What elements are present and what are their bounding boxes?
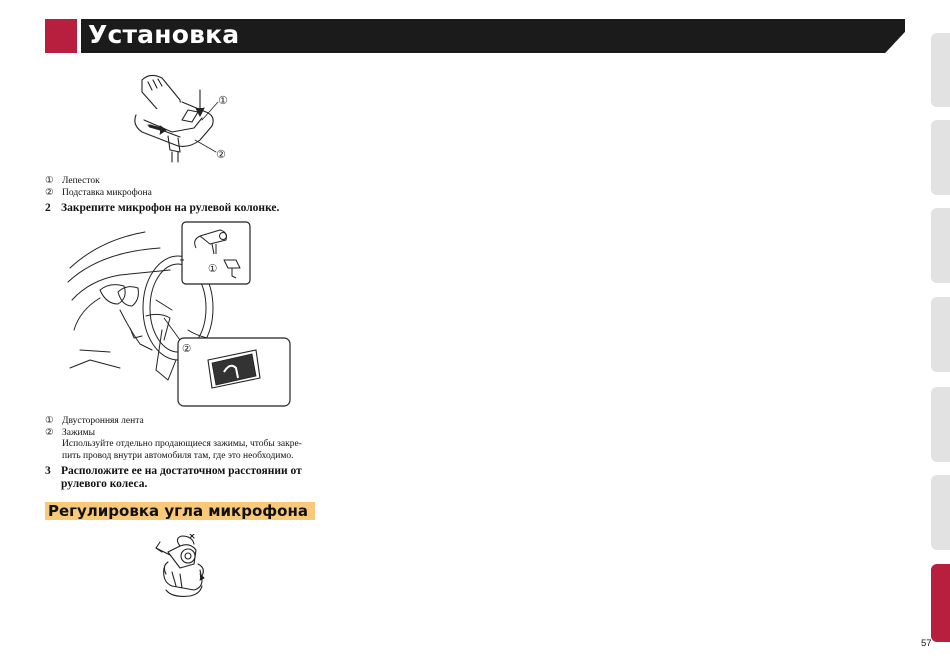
page-title: Установка (88, 20, 240, 49)
steering-column-illustration (60, 220, 300, 410)
side-tab[interactable] (931, 33, 950, 107)
side-tab[interactable] (931, 387, 950, 462)
callout-2: ② (182, 343, 192, 355)
step-text-line: рулевого колеса. (61, 478, 148, 490)
step-2 (45, 202, 279, 215)
microphone-angle-illustration (150, 534, 220, 604)
legend-item (45, 176, 152, 188)
step-3 (45, 465, 302, 491)
legend-note-line: пить провод внутри автомобиля там, где это необходимо. (62, 450, 294, 461)
page-number: 57 (921, 638, 932, 649)
legend-number: ② (45, 427, 54, 438)
legend-note (45, 451, 302, 463)
microphone-holder-illustration (120, 70, 245, 165)
legend-item (45, 428, 302, 440)
legend-text: Зажимы (62, 427, 96, 438)
legend-text: Лепесток (62, 176, 100, 186)
legend-number: ① (45, 176, 54, 186)
header-accent-block (45, 19, 77, 53)
callout-1: ① (208, 263, 218, 275)
legend-text: Подставка микрофона (62, 187, 152, 198)
side-tab[interactable] (931, 208, 950, 283)
legend-number: ② (45, 187, 54, 198)
legend-item (45, 188, 152, 200)
step-text-line: Расположите ее на достаточном расстоянии от (61, 465, 302, 477)
side-tab[interactable] (931, 297, 950, 372)
step-text: Закрепите микрофон на рулевой колонке. (61, 202, 280, 214)
section-heading (45, 502, 315, 520)
callout-2: ② (216, 148, 226, 161)
step-number: 3 (45, 465, 51, 477)
side-tab[interactable] (931, 475, 950, 550)
legend-list (45, 176, 152, 199)
section-title: Регулировка угла микрофона (48, 502, 308, 520)
legend-note-line: Используйте отдельно продающиеся зажимы, чтобы закре- (62, 439, 302, 449)
side-tab[interactable] (931, 120, 950, 195)
legend-list (45, 416, 302, 462)
step-number: 2 (45, 202, 51, 214)
callout-1: ① (218, 94, 228, 107)
legend-note (45, 439, 302, 451)
legend-number: ① (45, 416, 54, 426)
side-tab-active[interactable] (931, 564, 950, 642)
legend-item (45, 416, 302, 428)
legend-text: Двусторонняя лента (62, 416, 144, 426)
